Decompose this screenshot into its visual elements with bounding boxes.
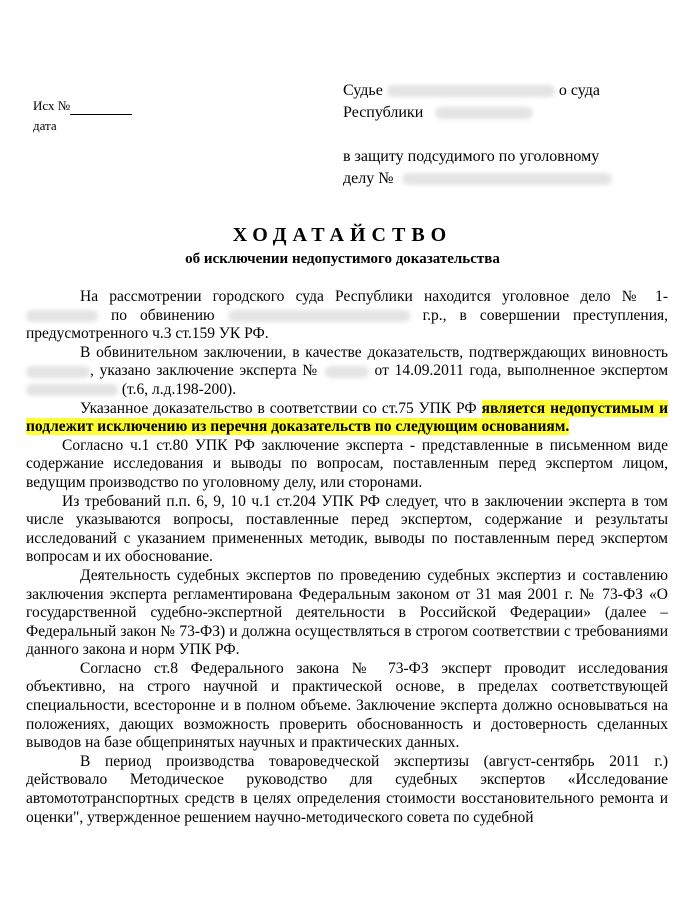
redacted-case-number (402, 173, 612, 185)
outgoing-label: Исх № (33, 98, 71, 113)
redacted-name (26, 366, 90, 378)
outgoing-number-blank (70, 98, 132, 115)
paragraph-1: На рассмотрении городского суда Республики находится уголовное дело № 1- по обвинению г.р., в совершении преступления, предусмотренного ч.3 ст.159 УК РФ. (26, 288, 669, 343)
document-title: ХОДАТАЙСТВО (232, 224, 453, 246)
paragraph-2: В обвинительном заключении, в качестве доказательств, подтверждающих виновность , указано заключение эксперта № от 14.09.2011 года, выполненное экспертом (т.6, л.д.198-200). (26, 344, 668, 400)
defense-line-2: делу № (343, 168, 612, 190)
redacted-judge-name (387, 85, 555, 97)
paragraph-4: Согласно ч.1 ст.80 УПК РФ заключение эксперта - представленные в письменном виде содержание исследования и выводы по вопросам, поставленным перед экспертом лицом, ведущим производство по уголовному делу, или сторонами. (26, 436, 668, 491)
date-label: дата (33, 118, 57, 133)
paragraph-8: В период производства товароведческой экспертизы (август-сентябрь 2011 г.) действовало Методическое руководство для судебных экспертов «Исследование автомототранспортных средств в целях определения стоимости восстановительного ремонта и оценки", утвержденное решением научно-методического совета по судебной (26, 752, 668, 826)
redacted-republic (435, 107, 533, 119)
paragraph-3: Указанное доказательство в соответствии со ст.75 УПК РФ является недопустимым и подлежит исключению из перечня доказательств по следующим основаниям. (26, 399, 669, 436)
redacted-expert-number (325, 366, 369, 378)
paragraph-5: Из требований п.п. 6, 9, 10 ч.1 ст.204 УПК РФ следует, что в заключении эксперта в том числе указываются вопросы, поставленные перед экспертом, содержание и результаты исследований с указанием примененных методик, выводы по поставленным перед экспертом вопросам и их обоснование. (26, 492, 668, 566)
paragraph-7: Согласно ст.8 Федерального закона № 73-ФЗ эксперт проводит исследования объективно, на строго научной и практической основе, в пределах соответствующей специальности, всесторонне и в полном объеме. Заключение эксперта должно основываться на положениях, дающих возможность проверить обоснованность и достоверность сделанных выводов на базе общепринятых научных и практических данных. (26, 659, 668, 752)
defense-line-1: в защиту подсудимого по уголовному (343, 148, 600, 165)
highlighted-conclusion: является недопустимым и подлежит исключению из перечня доказательств по следующим основаниям. (26, 399, 669, 436)
redacted-defendant (228, 310, 410, 322)
document-body (26, 288, 668, 827)
paragraph-6: Деятельность судебных экспертов по проведению судебных экспертиз и составлению заключения эксперта регламентирована Федеральным законом от 31 мая 2001 г. № 73-ФЗ «О государственной судебно-экспертной деятельности в Российской Федерации» (далее – Федеральный закон № 73-ФЗ) и должна осуществляться в строгом соответствии с требованиями данного закона и норм УПК РФ. (26, 566, 668, 659)
redacted-expert-name (26, 384, 118, 396)
addressee-line-2: Республики (343, 102, 533, 124)
redacted-case-id (26, 310, 98, 322)
document-subtitle: об исключении недопустимого доказательства (185, 251, 500, 267)
outgoing-number (33, 98, 132, 115)
addressee-line-1: Судье о суда (343, 82, 600, 99)
